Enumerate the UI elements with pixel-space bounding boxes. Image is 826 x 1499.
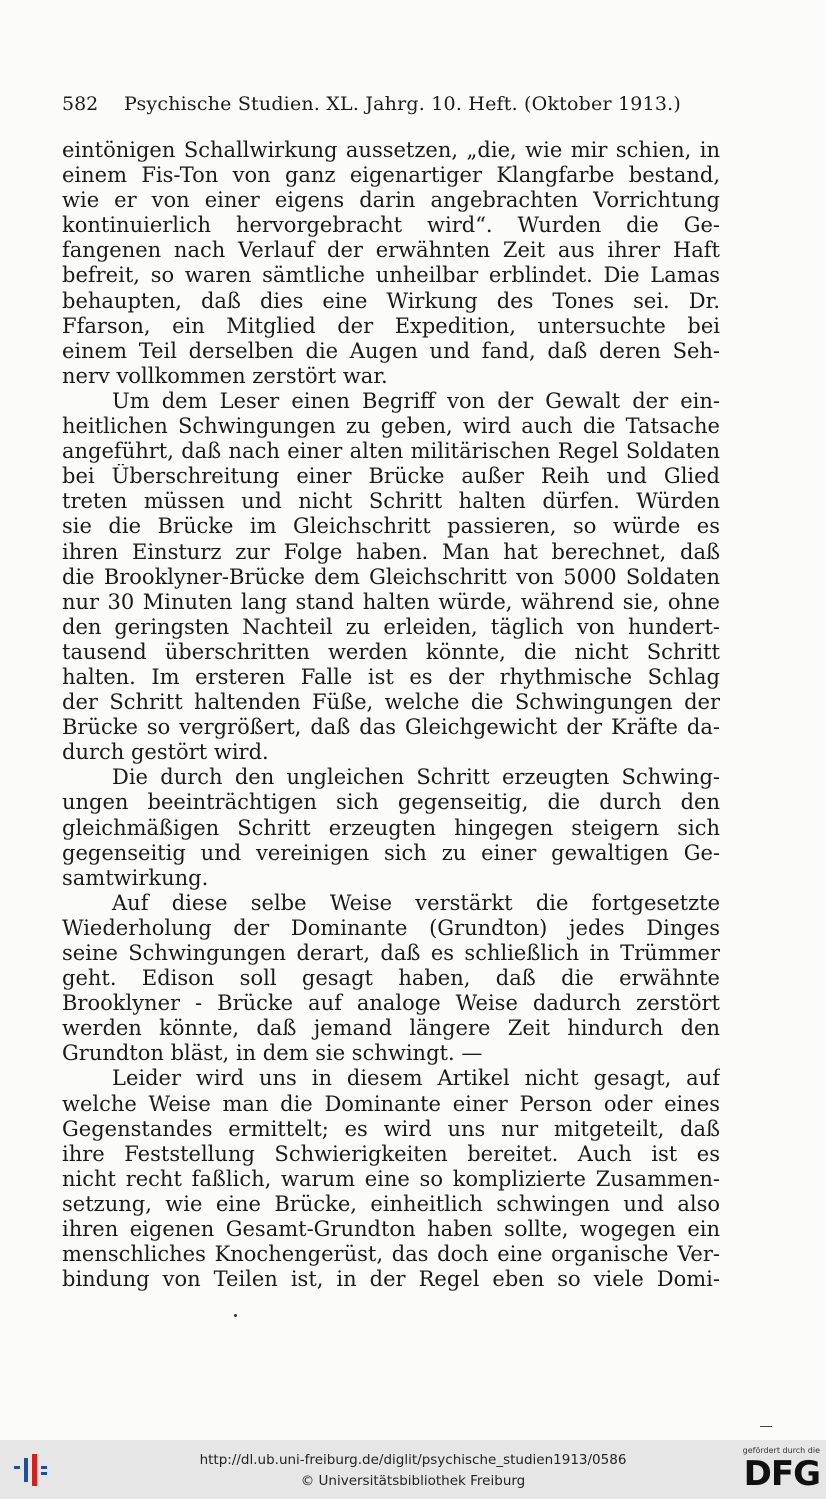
text-line: Brücke so vergrößert, daß das Gleichgewicht der Kräfte da- xyxy=(62,715,720,740)
page-corner-mark xyxy=(760,1426,772,1427)
journal-header-title: Psychische Studien. XL. Jahrg. 10. Heft. (Oktober 1913.) xyxy=(124,93,681,115)
text-line: bindung von Teilen ist, in der Regel eben so viele Domi- xyxy=(62,1267,720,1292)
text-line: behaupten, daß dies eine Wirkung des Tones sei. Dr. xyxy=(62,288,720,313)
text-line: bei Überschreitung einer Brücke außer Reih und Glied xyxy=(62,464,720,489)
text-line: halten. Im ersteren Falle ist es der rhythmische Schlag xyxy=(62,664,720,689)
text-line: Brooklyner - Brücke auf analoge Weise dadurch zerstört xyxy=(62,991,720,1016)
text-line: ihren eigenen Gesamt-Grundton haben sollte, wogegen ein xyxy=(62,1217,720,1242)
sponsor-note: gefördert durch die xyxy=(742,1446,820,1455)
text-line: einem Fis-Ton von ganz eigenartiger Klangfarbe bestand, xyxy=(62,163,720,188)
text-line: befreit, so waren sämtliche unheilbar erblindet. Die Lamas xyxy=(62,263,720,288)
text-line: wie er von einer eigens darin angebrachten Vorrichtung xyxy=(62,188,720,213)
text-line: Ffarson, ein Mitglied der Expedition, untersuchte bei xyxy=(62,313,720,338)
text-line: die Brooklyner-Brücke dem Gleichschritt von 5000 Soldaten xyxy=(62,564,720,589)
text-line: ihren Einsturz zur Folge haben. Man hat berechnet, daß xyxy=(62,539,720,564)
text-line: heitlichen Schwingungen zu geben, wird auch die Tatsache xyxy=(62,414,720,439)
text-line: nicht recht faßlich, warum eine so komplizierte Zusammen- xyxy=(62,1166,720,1191)
text-line: tausend überschritten werden könnte, die nicht Schritt xyxy=(62,639,720,664)
text-line: angeführt, daß nach einer alten militärischen Regel Soldaten xyxy=(62,439,720,464)
copyright-notice: © Universitätsbibliothek Freiburg xyxy=(300,1473,526,1489)
document-url-link[interactable]: http://dl.ub.uni-freiburg.de/diglit/psychische_studien1913/0586 xyxy=(199,1452,627,1468)
text-line: Leider wird uns in diesem Artikel nicht gesagt, auf xyxy=(112,1066,720,1091)
text-line: fangenen nach Verlauf der erwähnten Zeit aus ihrer Haft xyxy=(62,238,720,263)
text-line: sie die Brücke im Gleichschritt passieren, so würde es xyxy=(62,514,720,539)
text-line: Auf diese selbe Weise verstärkt die fortgesetzte xyxy=(112,890,720,915)
dfg-logo-text: DFG xyxy=(743,1454,820,1494)
text-line: Gegenstandes ermittelt; es wird uns nur mitgeteilt, daß xyxy=(62,1116,720,1141)
text-line: geht. Edison soll gesagt haben, daß die erwähnte xyxy=(62,966,720,991)
text-line: einem Teil derselben die Augen und fand, daß deren Seh- xyxy=(62,338,720,363)
page-number: 582 xyxy=(62,93,99,115)
text-line: nerv vollkommen zerstört war. xyxy=(62,363,388,388)
text-line: eintönigen Schallwirkung aussetzen, „die, wie mir schien, in xyxy=(62,138,720,162)
text-line: der Schritt haltenden Füße, welche die Schwingungen der xyxy=(62,690,720,715)
text-line: setzung, wie eine Brücke, einheitlich schwingen und also xyxy=(62,1191,720,1216)
text-line: Grundton bläst, in dem sie schwingt. — xyxy=(62,1041,483,1066)
text-line: Um dem Leser einen Begriff von der Gewalt der ein- xyxy=(112,388,720,413)
text-line: menschliches Knochengerüst, das doch eine organische Ver- xyxy=(62,1242,720,1267)
text-line: nur 30 Minuten lang stand halten würde, während sie, ohne xyxy=(62,589,720,614)
text-line: Wiederholung der Dominante (Grundton) jedes Dinges xyxy=(62,915,720,940)
text-line: gegenseitig und vereinigen sich zu einer gewaltigen Ge- xyxy=(62,840,720,865)
running-head xyxy=(62,90,722,118)
text-line: seine Schwingungen derart, daß es schließlich in Trümmer xyxy=(62,941,720,965)
text-line: ungen beeinträchtigen sich gegenseitig, die durch den xyxy=(62,790,720,815)
text-line: Die durch den ungleichen Schritt erzeugten Schwing- xyxy=(112,765,720,790)
viewer-footer xyxy=(0,1440,826,1499)
text-line: werden könnte, daß jemand längere Zeit hindurch den xyxy=(62,1016,720,1041)
dfg-sponsor-logo[interactable] xyxy=(728,1446,820,1494)
body-text xyxy=(62,138,720,1292)
text-line: kontinuierlich hervorgebracht wird“. Wurden die Ge- xyxy=(62,213,720,238)
text-line: den geringsten Nachteil zu erleiden, täglich von hundert- xyxy=(62,614,720,639)
text-line: ihre Feststellung Schwierigkeiten bereitet. Auch ist es xyxy=(62,1141,720,1166)
scan-speck xyxy=(234,1314,237,1317)
text-line: gleichmäßigen Schritt erzeugten hingegen steigern sich xyxy=(62,815,720,840)
text-line: welche Weise man die Dominante einer Person oder eines xyxy=(62,1091,720,1116)
text-line: samtwirkung. xyxy=(62,865,209,890)
text-line: durch gestört wird. xyxy=(62,740,269,765)
text-line: treten müssen und nicht Schritt halten dürfen. Würden xyxy=(62,489,720,514)
